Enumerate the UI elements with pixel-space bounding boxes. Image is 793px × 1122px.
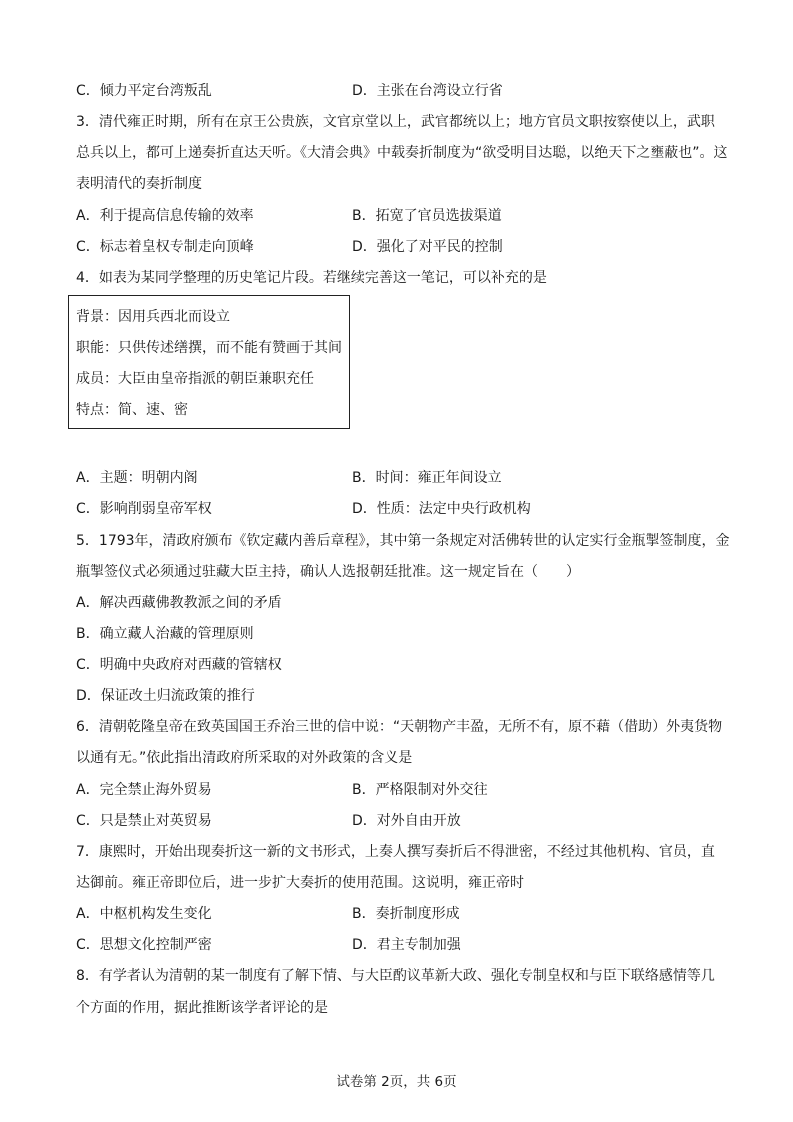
q3-stem-line3: 表明清代的奏折制度 bbox=[76, 176, 202, 192]
q6-option-d: D．对外自由开放 bbox=[352, 813, 461, 829]
q5-option-d: D．保证改土归流政策的推行 bbox=[76, 688, 255, 704]
q6-stem-line1: 6．清朝乾隆皇帝在致英国国王乔治三世的信中说：“天朝物产丰盈，无所不有，原不藉（借助）外夷货物 bbox=[76, 719, 723, 735]
q7-option-a: A．中枢机构发生变化 bbox=[76, 906, 212, 922]
q8-stem-line1: 8．有学者认为清朝的某一制度有了解下情、与大臣酌议革新大政、强化专制皇权和与臣下联络感情等几 bbox=[76, 968, 715, 984]
q5-stem-line2: 瓶掣签仪式必须通过驻藏大臣主持，确认人选报朝廷批准。这一规定旨在（ ） bbox=[76, 564, 580, 580]
q5-option-b: B．确立藏人治藏的管理原则 bbox=[76, 626, 254, 642]
q7-option-b: B．奏折制度形成 bbox=[352, 906, 460, 922]
q6-option-a: A．完全禁止海外贸易 bbox=[76, 782, 212, 798]
q6-option-b: B．严格限制对外交往 bbox=[352, 782, 488, 798]
q5-stem-line1: 5．1793年，清政府颁布《钦定藏内善后章程》，其中第一条规定对活佛转世的认定实行金瓶掣签制度，金 bbox=[76, 533, 730, 549]
q7-option-c: C．思想文化控制严密 bbox=[76, 937, 212, 953]
q3-option-a: A．利于提高信息传输的效率 bbox=[76, 208, 254, 224]
q4-table-row-background: 背景：因用兵西北而设立 bbox=[76, 309, 230, 325]
q6-option-c: C．只是禁止对英贸易 bbox=[76, 813, 212, 829]
q3-stem-line2: 总兵以上，都可上递奏折直达天听。《大清会典》中载奏折制度为“欲受明目达聪，以绝天下之壅蔽也”。这 bbox=[76, 145, 728, 161]
q4-option-c: C．影响削弱皇帝军权 bbox=[76, 501, 212, 517]
q4-option-d: D．性质：法定中央行政机构 bbox=[352, 501, 531, 517]
q4-option-a: A．主题：明朝内阁 bbox=[76, 470, 198, 486]
q7-stem-line2: 达御前。雍正帝即位后，进一步扩大奏折的使用范围。这说明，雍正帝时 bbox=[76, 875, 524, 891]
q8-stem-line2: 个方面的作用，据此推断该学者评论的是 bbox=[76, 1000, 328, 1016]
q2-option-d: D．主张在台湾设立行省 bbox=[352, 83, 503, 99]
q7-stem-line1: 7．康熙时，开始出现奏折这一新的文书形式，上奏人撰写奏折后不得泄密，不经过其他机构、官员，直 bbox=[76, 844, 715, 860]
page-footer: 试卷第 2页，共 6页 bbox=[336, 1074, 457, 1090]
q5-option-c: C．明确中央政府对西藏的管辖权 bbox=[76, 657, 282, 673]
q3-option-b: B．拓宽了官员选拔渠道 bbox=[352, 208, 502, 224]
q4-stem-line1: 4．如表为某同学整理的历史笔记片段。若继续完善这一笔记，可以补充的是 bbox=[76, 270, 547, 286]
q5-option-a: A．解决西藏佛教教派之间的矛盾 bbox=[76, 595, 282, 611]
q4-notes-table bbox=[68, 295, 350, 429]
q3-option-d: D．强化了对平民的控制 bbox=[352, 239, 503, 255]
q6-stem-line2: 以通有无。”依此指出清政府所采取的对外政策的含义是 bbox=[76, 750, 413, 766]
q4-table-row-members: 成员：大臣由皇帝指派的朝臣兼职充任 bbox=[76, 371, 314, 387]
q7-option-d: D．君主专制加强 bbox=[352, 937, 461, 953]
q3-stem-line1: 3．清代雍正时期，所有在京王公贵族，文官京堂以上，武官都统以上；地方官员文职按察使以上，武职 bbox=[76, 114, 715, 130]
q3-option-c: C．标志着皇权专制走向顶峰 bbox=[76, 239, 254, 255]
q2-option-c: C．倾力平定台湾叛乱 bbox=[76, 83, 212, 99]
q4-table-row-function: 职能：只供传述缮撰，而不能有赞画于其间 bbox=[76, 340, 342, 356]
q4-option-b: B．时间：雍正年间设立 bbox=[352, 470, 502, 486]
q4-table-row-features: 特点：简、速、密 bbox=[76, 402, 188, 418]
